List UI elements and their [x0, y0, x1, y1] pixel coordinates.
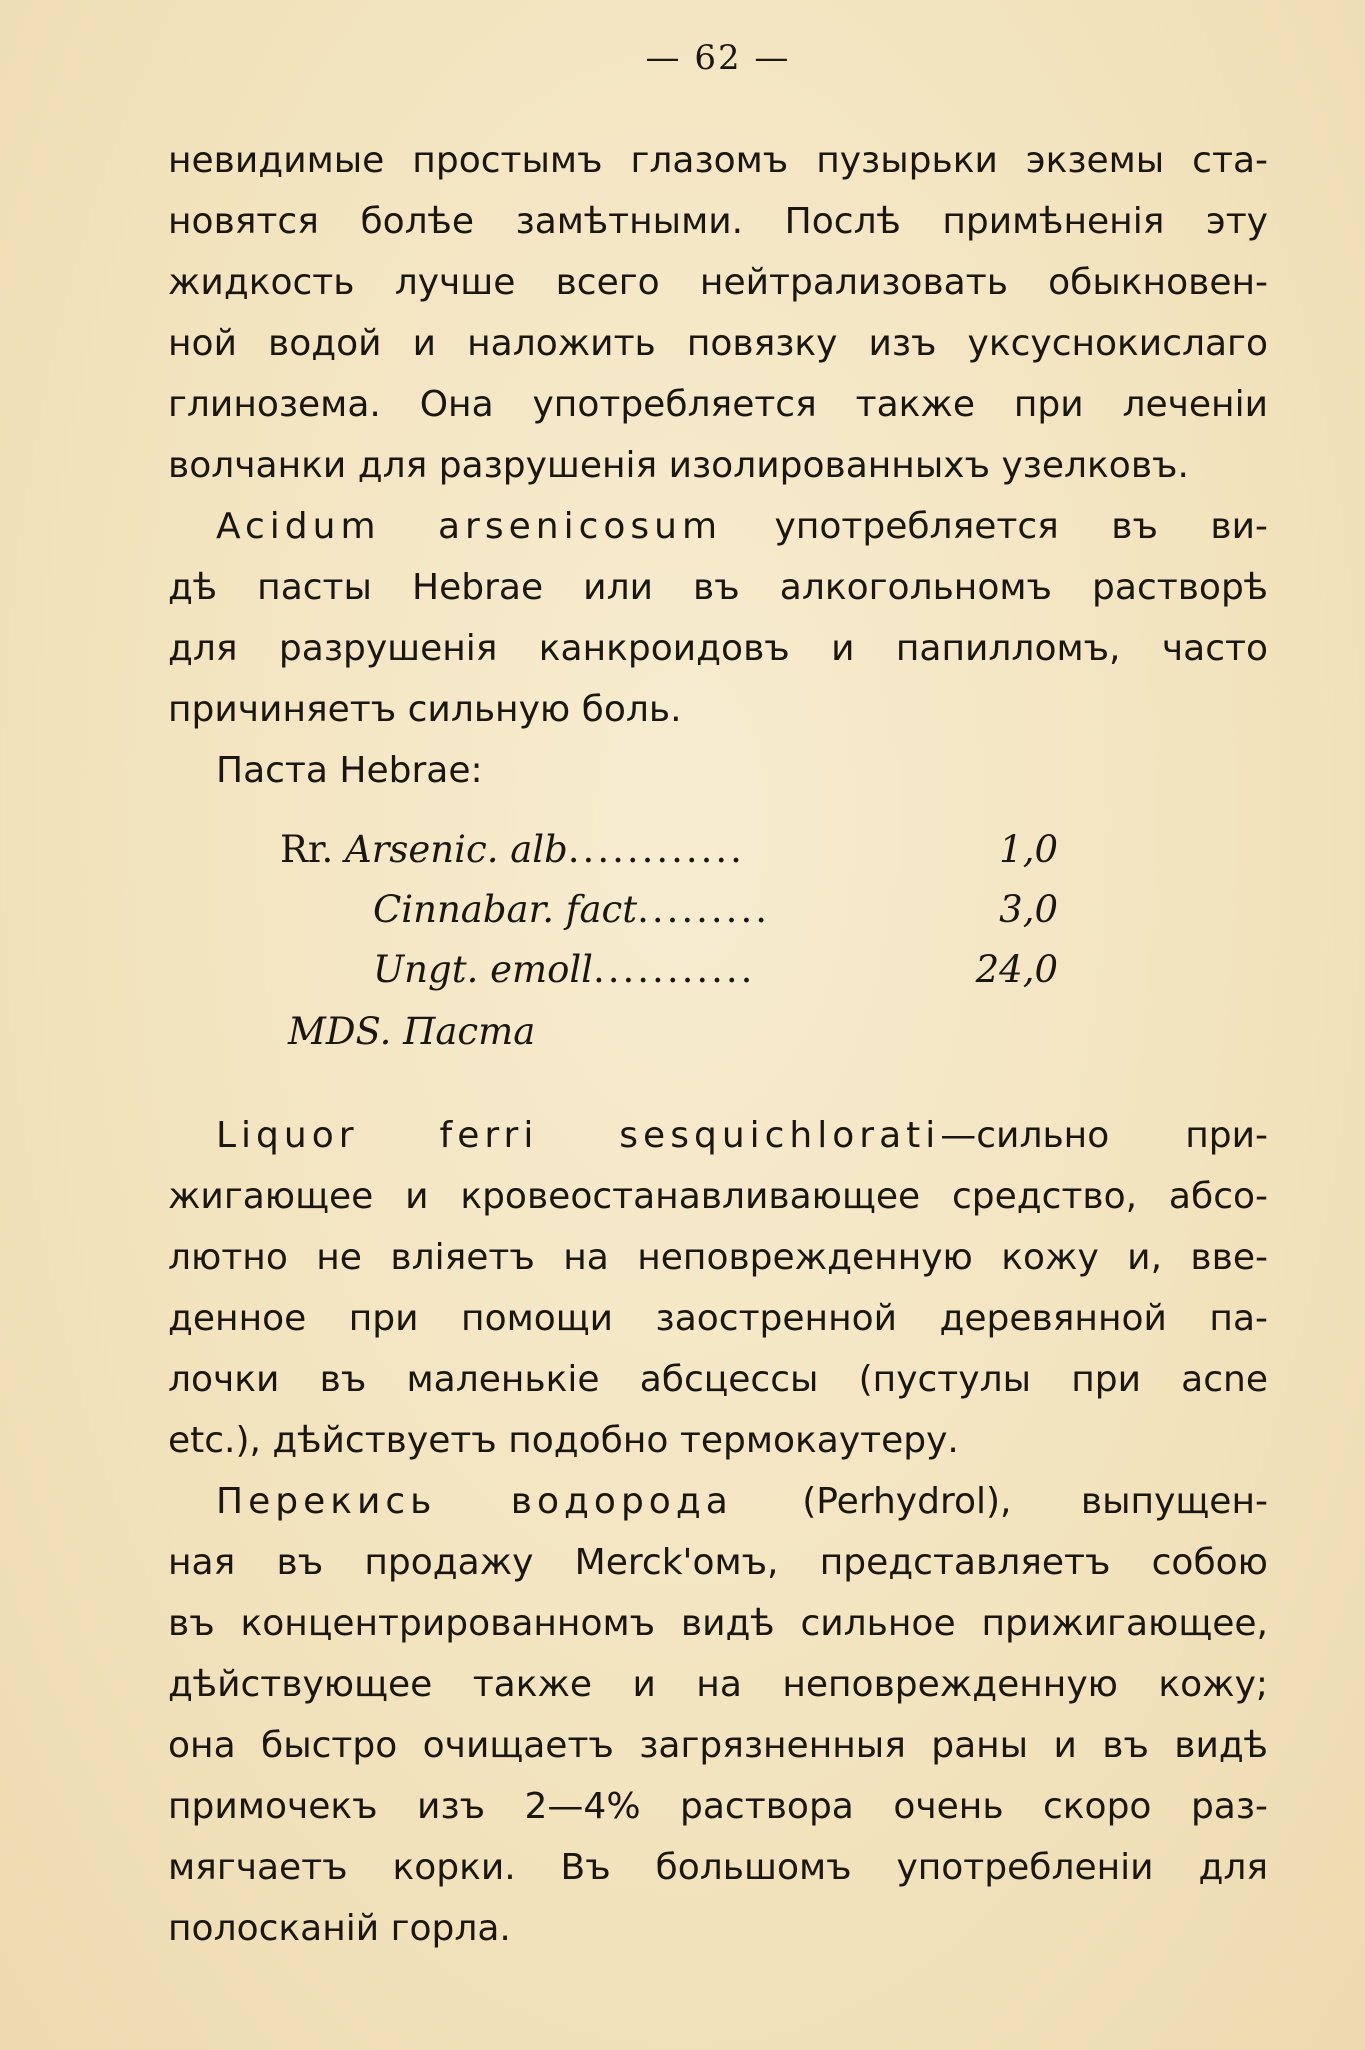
page-number: — 62 —: [645, 38, 791, 78]
prescription: [168, 820, 1268, 1080]
text-line: ной водой и наложить повязку изъ уксуснокислаго: [168, 323, 1268, 364]
text-fragment: —сильно при-: [940, 1115, 1268, 1156]
ingredient-name: Cinnabar. fact: [373, 888, 638, 931]
text-line: новятся болѣе замѣтными. Послѣ примѣненія эту: [168, 201, 1268, 242]
text-line: дѣ пасты Hebrae или въ алкогольномъ растворѣ: [168, 567, 1268, 608]
text-line: etc.), дѣйствуетъ подобно термокаутеру.: [168, 1420, 959, 1461]
leader-dots: ...........: [593, 948, 756, 991]
text-line: въ концентрированномъ видѣ сильное прижигающее,: [168, 1603, 1268, 1644]
text-line: [168, 496, 1268, 557]
drug-term: Перекись водорода: [216, 1481, 733, 1522]
paragraph-acidum: [168, 496, 1268, 740]
prescription-row: [280, 820, 745, 880]
drug-term: Liquor ferri sesquichlorati: [216, 1115, 941, 1156]
ingredient-quantity: 24,0: [975, 948, 1058, 991]
text-fragment: (Perhydrol), выпущен-: [732, 1481, 1268, 1522]
text-line: [168, 1471, 1268, 1532]
ingredient-name: Ungt. emoll: [373, 948, 594, 991]
ingredient-name: Arsenic. alb: [345, 828, 568, 871]
text-line: она быстро очищаетъ загрязненныя раны и въ видѣ: [168, 1725, 1268, 1766]
ingredient-quantity: 3,0: [999, 888, 1058, 931]
text-line: для разрушенія канкроидовъ и папилломъ, часто: [168, 628, 1268, 669]
drug-term: Acidum arsenicosum: [216, 506, 723, 547]
ingredient-quantity: 1,0: [999, 828, 1058, 871]
prescription-row: [373, 880, 770, 940]
paragraph-perhydrol: [168, 1471, 1268, 1959]
text-line: полосканій горла.: [168, 1908, 511, 1949]
leader-dots: .........: [637, 888, 770, 931]
leader-dots: ............: [567, 828, 745, 871]
text-line: денное при помощи заостренной деревянной па-: [168, 1298, 1268, 1339]
paragraph-liquor: [168, 1105, 1268, 1471]
text-line: лочки въ маленькіе абсцессы (пустулы при acne: [168, 1359, 1268, 1400]
text-line: невидимые простымъ глазомъ пузырьки экземы ста-: [168, 140, 1268, 181]
text-line: примочекъ изъ 2—4% раствора очень скоро раз-: [168, 1786, 1268, 1827]
text-line: лютно не вліяетъ на неповрежденную кожу и, вве-: [168, 1237, 1268, 1278]
text-line: [168, 1105, 1268, 1166]
rx-symbol: Rr.: [280, 828, 334, 871]
text-line: жигающее и кровеостанавливающее средство, абсо-: [168, 1176, 1268, 1217]
paragraph-1: [168, 130, 1268, 496]
text-line: жидкость лучше всего нейтрализовать обыкновен-: [168, 262, 1268, 303]
text-line: дѣйствующее также и на неповрежденную кожу;: [168, 1664, 1268, 1705]
prescription-row: [373, 940, 755, 1000]
text-line: ная въ продажу Merck'омъ, представляетъ собою: [168, 1542, 1268, 1583]
mds-instruction: MDS. Паста: [288, 1010, 536, 1053]
text-line: мягчаетъ корки. Въ большомъ употребленіи для: [168, 1847, 1268, 1888]
text-line: причиняетъ сильную боль.: [168, 689, 682, 730]
text-fragment: употребляется въ ви-: [722, 506, 1268, 547]
text-line: волчанки для разрушенія изолированныхъ узелковъ.: [168, 445, 1189, 486]
book-page: [168, 0, 1268, 2050]
pasta-title-block: [168, 740, 1268, 801]
text-line: глинозема. Она употребляется также при леченіи: [168, 384, 1268, 425]
pasta-title: Паста Hebrae:: [216, 750, 483, 791]
